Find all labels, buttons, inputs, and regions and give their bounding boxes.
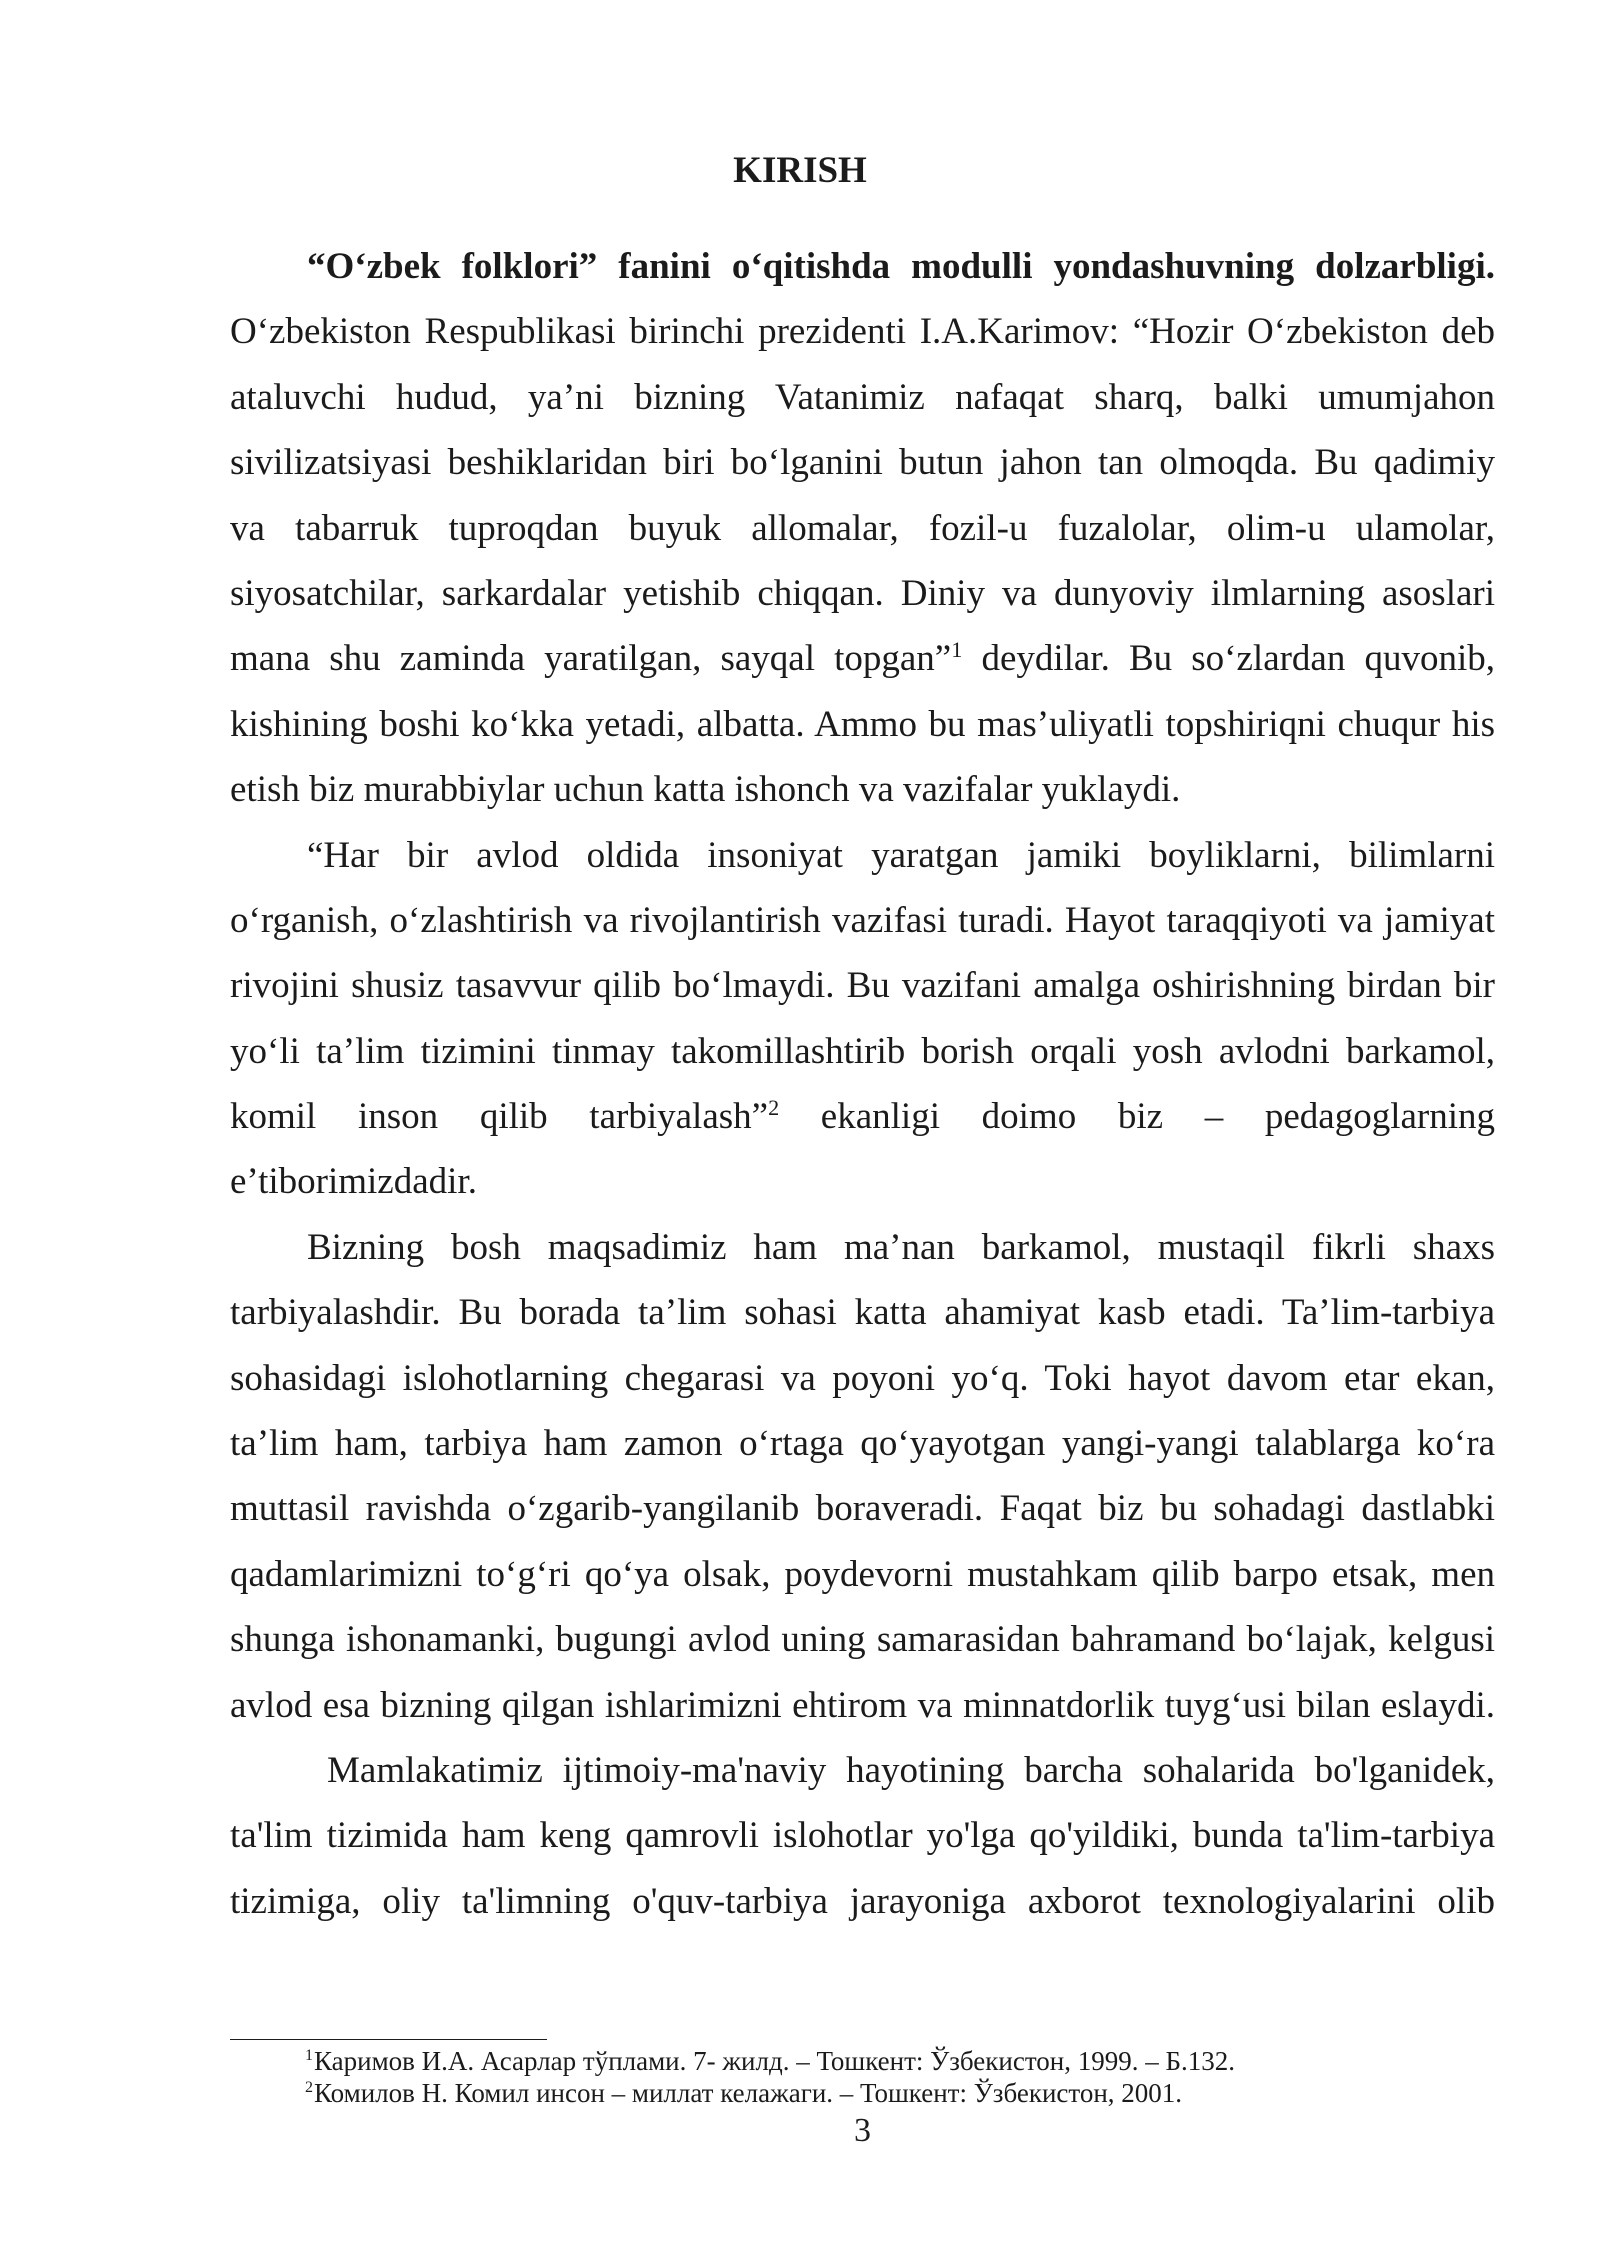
footnote (305, 2045, 1495, 2077)
body-line-text: ekanligi doimo biz – pedagoglarning (779, 1096, 1496, 1138)
footnotes (305, 2045, 1495, 2109)
body-line: rivojini shusiz tasavvur qilib bo‘lmaydi. Bu vazifani amalga oshirishning birdan bir (230, 965, 1495, 1007)
body-line: ta'lim tizimida ham keng qamrovli islohotlar yo'lga qo'yildiki, bunda ta'lim-tarbiya (230, 1815, 1495, 1857)
footnote-ref: 1 (951, 637, 963, 663)
section-title: KIRISH (733, 150, 867, 191)
body-line: muttasil ravishda o‘zgarib-yangilanib boraveradi. Faqat biz bu sohadagi dastlabki (230, 1488, 1495, 1530)
footnote-marker: 2 (305, 2079, 313, 2096)
body-text (230, 234, 1495, 1934)
page-number: 3 (854, 2112, 871, 2149)
body-line: Bizning bosh maqsadimiz ham ma’nan barkamol, mustaqil fikrli shaxs (307, 1226, 1495, 1268)
footnote-text: Комилов Н. Комил инсон – миллат келажаги. – Тошкент: Ўзбекистон, 2001. (314, 2078, 1183, 2108)
body-line: “Har bir avlod oldida insoniyat yaratgan jamiki boyliklarni, bilimlarni (307, 834, 1495, 876)
body-line: Mamlakatimiz ijtimoiy-ma'naviy hayotining barcha sohalarida bo'lganidek, (327, 1749, 1495, 1791)
body-line: ta’lim ham, tarbiya ham zamon o‘rtaga qo‘yayotgan yangi-yangi talablarga ko‘ra (230, 1423, 1495, 1465)
body-line: tizimiga, oliy ta'limning o'quv-tarbiya jarayoniga axborot texnologiyalarini olib (230, 1880, 1495, 1922)
footnote-marker: 1 (305, 2047, 313, 2064)
body-line: sohasidagi islohotlarning chegarasi va poyoni yo‘q. Toki hayot davom etar ekan, (230, 1357, 1495, 1399)
body-line: siyosatchilar, sarkardalar yetishib chiqqan. Diniy va dunyoviy ilmlarning asoslari (230, 572, 1495, 614)
body-line: va tabarruk tuproqdan buyuk allomalar, fozil-u fuzalolar, olim-u ulamolar, (230, 507, 1495, 549)
body-line: e’tiborimizdadir. (230, 1161, 477, 1203)
footnote-ref: 2 (768, 1094, 780, 1120)
body-line: o‘rganish, o‘zlashtirish va rivojlantirish vazifasi turadi. Hayot taraqqiyoti va jamiyat (230, 899, 1495, 941)
footnote-text: Каримов И.А. Асарлар тўплами. 7- жилд. – Тошкент: Ўзбекистон, 1999. – Б.132. (314, 2046, 1235, 2076)
body-line: qadamlarimizni to‘g‘ri qo‘ya olsak, poydevorni mustahkam qilib barpo etsak, men (230, 1553, 1495, 1595)
body-line: avlod esa bizning qilgan ishlarimizni ehtirom va minnatdorlik tuyg‘usi bilan eslaydi. (230, 1684, 1495, 1726)
subheading-line: “O‘zbek folklori” fanini o‘qitishda modulli yondashuvning dolzarbligi. (307, 246, 1495, 287)
body-line (230, 1084, 1495, 1149)
body-line: ataluvchi hudud, ya’ni bizning Vatanimiz nafaqat sharq, balki umumjahon (230, 376, 1495, 418)
body-line: yo‘li ta’lim tizimini tinmay takomillashtirib borish orqali yosh avlodni barkamol, (230, 1030, 1495, 1072)
footnote-separator (230, 2039, 547, 2040)
body-line: sivilizatsiyasi beshiklaridan biri bo‘lganini butun jahon tan olmoqda. Bu qadimiy (230, 442, 1495, 484)
body-line: etish biz murabbiylar uchun katta ishonch va vazifalar yuklaydi. (230, 769, 1181, 811)
body-line: kishining boshi ko‘kka yetadi, albatta. Ammo bu mas’uliyatli topshiriqni chuqur his (230, 703, 1495, 745)
footnote (305, 2077, 1495, 2109)
body-line: O‘zbekiston Respublikasi birinchi prezidenti I.A.Karimov: “Hozir O‘zbekiston deb (230, 311, 1495, 353)
body-line-text: komil inson qilib tarbiyalash” (230, 1096, 769, 1138)
body-line: shunga ishonamanki, bugungi avlod uning samarasidan bahramand bo‘lajak, kelgusi (230, 1619, 1495, 1661)
body-line (230, 626, 1495, 691)
body-line-text: mana shu zaminda yaratilgan, sayqal topgan” (230, 638, 952, 680)
body-line: tarbiyalashdir. Bu borada ta’lim sohasi katta ahamiyat kasb etadi. Ta’lim-tarbiya (230, 1292, 1495, 1334)
body-line-text: deydilar. Bu so‘zlardan quvonib, (962, 638, 1495, 680)
